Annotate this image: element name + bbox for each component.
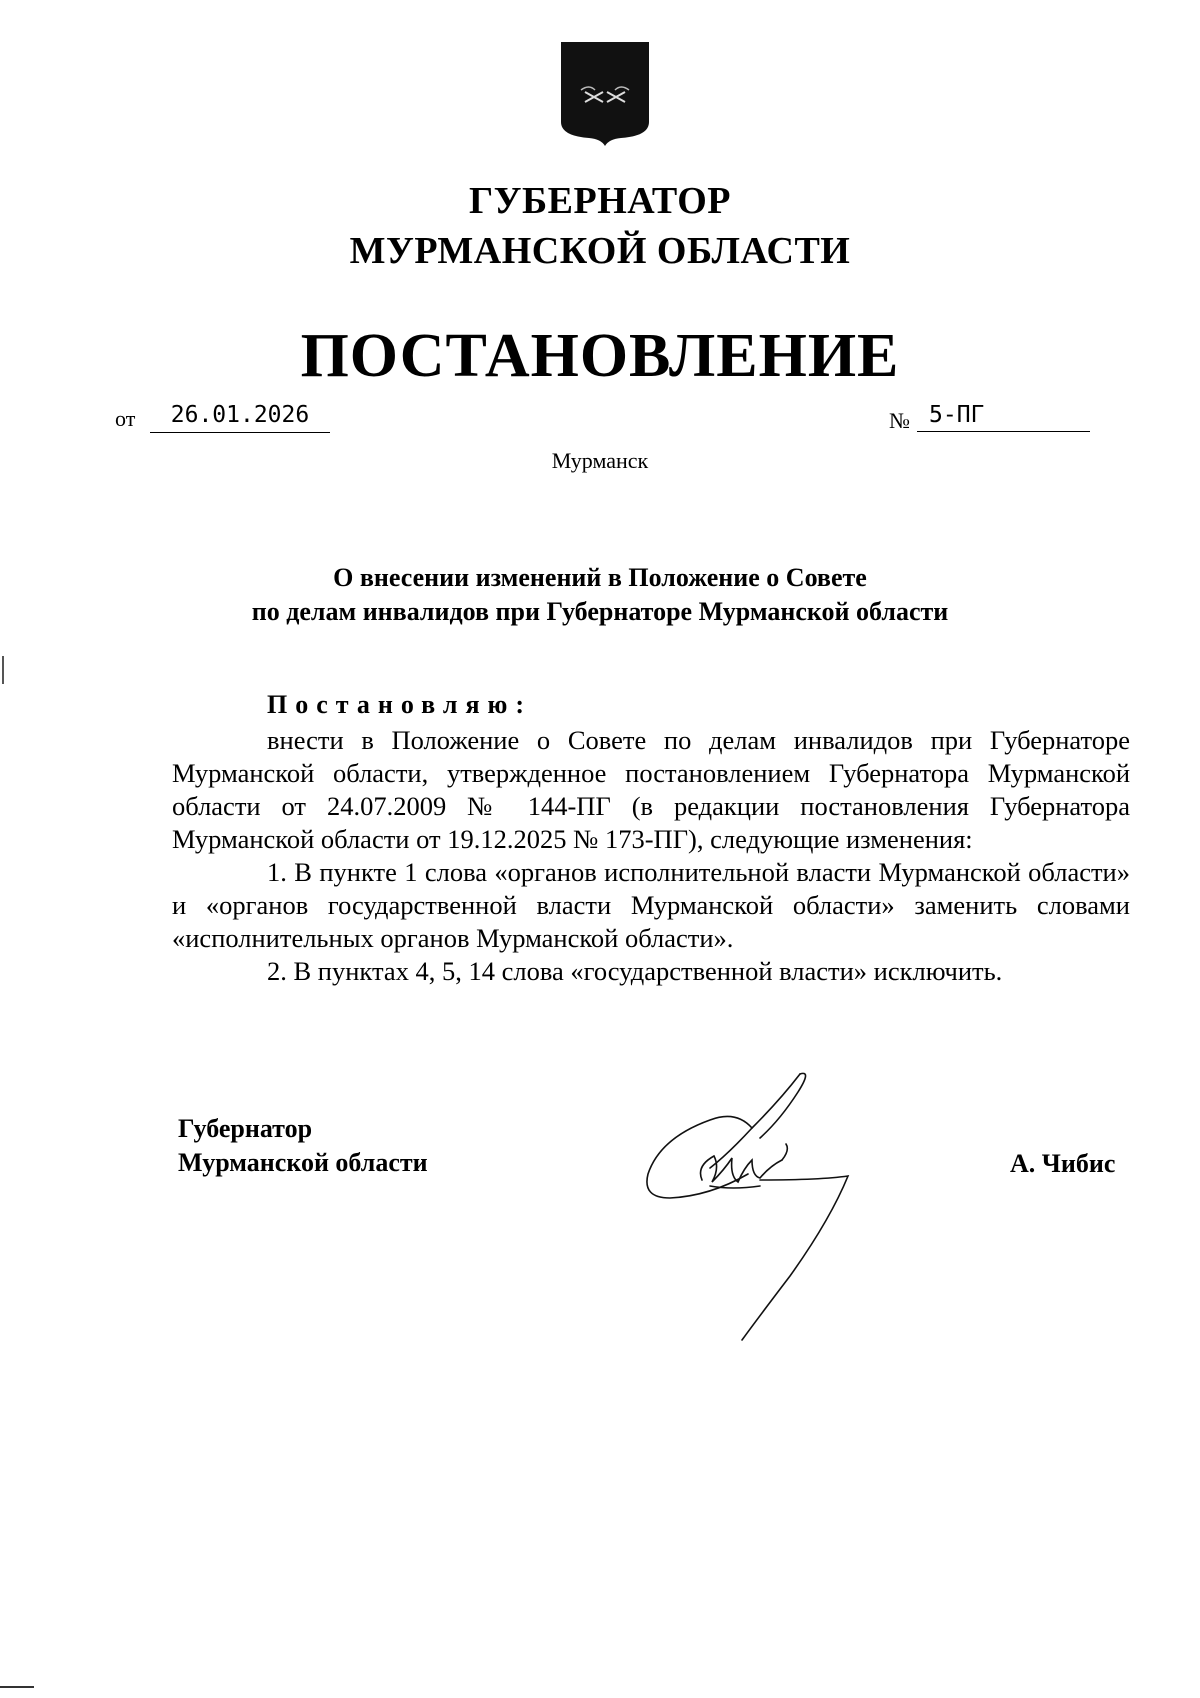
city: Мурманск [551,448,649,473]
signatory-name: А. Чибис [1010,1149,1116,1178]
corner-scan-mark [0,1686,34,1688]
number-label: № [889,408,910,433]
body-text [172,724,1130,988]
margin-scan-mark [2,656,4,684]
authority-line-2: МУРМАНСКОЙ ОБЛАСТИ [349,230,851,272]
signatory-position-line-2: Мурманской области [178,1148,428,1177]
handwritten-signature [640,1070,900,1350]
document-title-line-1: О внесении изменений в Положение о Совете [333,563,867,592]
body-paragraph: внести в Положение о Совете по делам инвалидов при Губернаторе Мурманской области, утвержденное постановлением Губернатора Мурманской области от 24.07.2009 № 144-ПГ (в редакции постановления Губернатора Мурманской области от 19.12.2025 № 173-ПГ), следующие изменения: [172,725,1130,854]
signatory-position [178,1112,428,1180]
decree-word: Постановляю: [267,690,533,719]
signatory-position-line-1: Губернатор [178,1114,313,1143]
body-item-2: 2. В пунктах 4, 5, 14 слова «государственной власти» исключить. [267,956,1003,986]
document-type: ПОСТАНОВЛЕНИЕ [300,322,900,390]
number-value: 5-ПГ [917,402,1090,432]
body-item-1: 1. В пункте 1 слова «органов исполнительной власти Мурманской области» и «органов государственной власти Мурманской области» заменить словами «исполнительных органов Мурманской области». [172,857,1130,953]
authority-line-1: ГУБЕРНАТОР [468,180,732,222]
date-label: от [115,406,136,431]
date-value: 26.01.2026 [150,402,330,433]
document-title-line-2: по делам инвалидов при Губернаторе Мурманской области [251,597,949,626]
coat-of-arms-icon [559,40,651,148]
